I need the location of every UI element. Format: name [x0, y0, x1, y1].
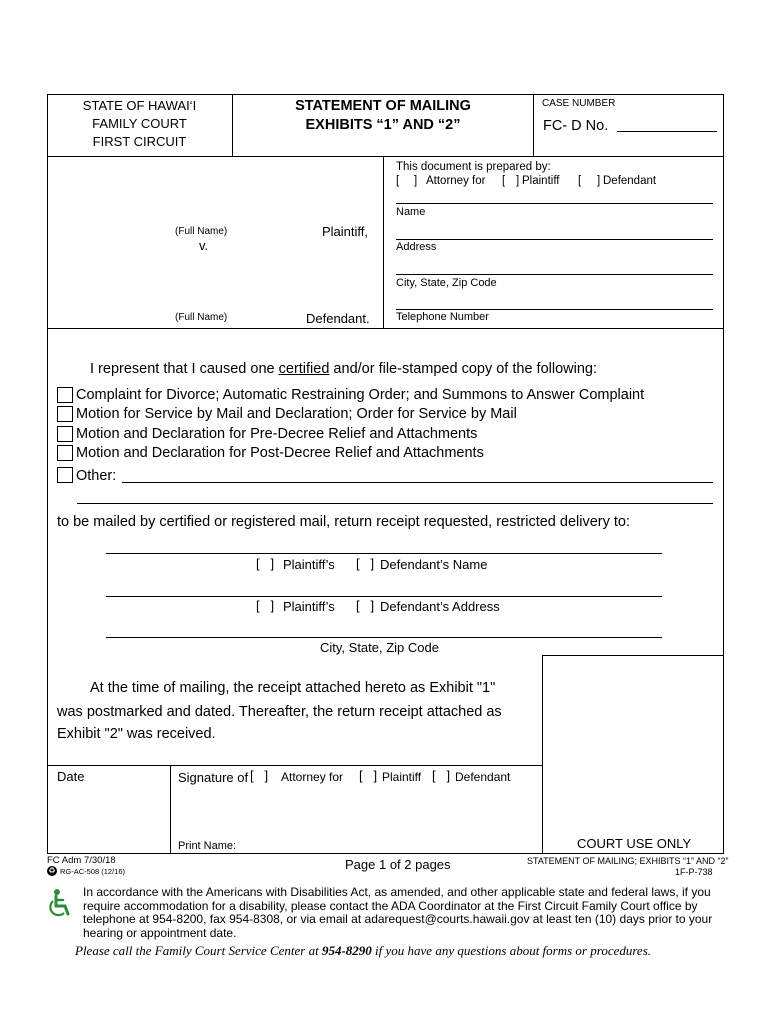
preparer-defendant: Defendant: [603, 175, 657, 187]
footer-form-code: 1F-P-738: [675, 867, 713, 877]
recipient-defendant-name-label: Defendant’s Name: [380, 557, 488, 572]
option-checkbox-3[interactable]: [57, 426, 73, 442]
signature-divider: [170, 765, 171, 854]
versus-label: v.: [199, 238, 209, 253]
case-number-prefix: FC- D No.: [543, 118, 609, 134]
recipient-plaintiff-label: Plaintiff’s: [283, 557, 335, 572]
preparer-name-line[interactable]: [396, 239, 713, 240]
date-field[interactable]: [48, 766, 170, 853]
case-number-label: CASE NUMBER: [542, 98, 616, 109]
signature-plaintiff-bracket[interactable]: [ ]: [359, 768, 378, 783]
form-title-line1: STATEMENT OF MAILING: [295, 98, 471, 114]
recipient-name-line[interactable]: [106, 553, 662, 554]
preparer-name-label: Name: [396, 206, 426, 218]
address-defendant-bracket[interactable]: [ ]: [356, 598, 375, 613]
option-label-4: Motion and Declaration for Post-Decree Relief and Attachments: [76, 445, 484, 461]
court-name-line2: FAMILY COURT: [92, 116, 187, 131]
service-center-number: 954-8290: [321, 943, 372, 958]
recipient-address-line[interactable]: [106, 596, 662, 597]
ada-notice-line4: hearing or appointment date.: [83, 926, 237, 940]
receipt-statement-line3: Exhibit "2" was received.: [57, 726, 216, 742]
address-plaintiff-bracket[interactable]: [ ]: [256, 598, 275, 613]
option-checkbox-other[interactable]: [57, 467, 73, 483]
preparer-bracket-2-close: ]: [516, 175, 520, 187]
court-name-line1: STATE OF HAWAI‘I: [82, 98, 197, 113]
preparer-bracket-3[interactable]: [: [578, 175, 582, 187]
defendant-full-name-label: (Full Name): [175, 312, 228, 323]
plaintiff-full-name-label: (Full Name): [175, 226, 228, 237]
signature-defendant-label: Defendant: [455, 770, 511, 784]
preparer-address-label: Address: [396, 241, 437, 253]
represent-prefix: I represent that I caused one: [90, 361, 279, 377]
service-center-suffix: if you have any questions about forms or procedures.: [371, 943, 652, 958]
caption-bottom-line: [47, 328, 724, 329]
form-title-line2: EXHIBITS “1” AND “2”: [305, 117, 461, 133]
signature-plaintiff-label: Plaintiff: [382, 770, 422, 784]
represent-suffix: and/or file-stamped copy of the following:: [329, 361, 597, 377]
address-defendant-label: Defendant’s Address: [380, 599, 500, 614]
other-line-2[interactable]: [77, 503, 713, 504]
footer-form-title: STATEMENT OF MAILING; EXHIBITS “1” AND “2”: [527, 856, 729, 866]
represent-certified: certified: [278, 361, 330, 377]
form-id: FC Adm 7/30/18: [47, 855, 116, 866]
signature-attorney-label: Attorney for: [281, 770, 344, 784]
signature-defendant-bracket[interactable]: [ ]: [432, 768, 451, 783]
option-checkbox-2[interactable]: [57, 406, 73, 422]
represent-statement: [90, 361, 597, 377]
date-label: Date: [57, 769, 85, 784]
print-name-label: Print Name:: [178, 840, 237, 852]
signature-field[interactable]: [172, 790, 540, 836]
receipt-statement-line2: was postmarked and dated. Thereafter, the return receipt attached as: [57, 704, 502, 720]
recipient-defendant-bracket[interactable]: [ ]: [356, 556, 375, 571]
option-checkbox-4[interactable]: [57, 445, 73, 461]
header-divider-2: [533, 94, 534, 156]
preparer-telephone-label: Telephone Number: [396, 311, 489, 323]
caption-vertical-divider: [383, 156, 384, 328]
header-bottom-line: [47, 156, 724, 157]
service-center-notice: [75, 943, 651, 959]
option-label-2: Motion for Service by Mail and Declaration; Order for Service by Mail: [76, 406, 517, 422]
ada-notice-line2: require accommodation for a disability, please contact the ADA Coordinator at the First Circuit Family Court office by: [83, 899, 698, 913]
signature-attorney-bracket[interactable]: [ ]: [250, 768, 269, 783]
other-line-1[interactable]: [122, 482, 713, 483]
recipient-city-label: City, State, Zip Code: [320, 640, 439, 655]
recycle-icon: ♻: [48, 866, 56, 875]
case-number-field[interactable]: [617, 131, 717, 132]
option-checkbox-1[interactable]: [57, 387, 73, 403]
preparer-city-label: City, State, Zip Code: [396, 277, 497, 289]
mailed-statement: to be mailed by certified or registered mail, return receipt requested, restricted delivery to:: [57, 514, 631, 530]
plaintiff-label: Plaintiff,: [322, 224, 369, 239]
preparer-bracket-3-close: ]: [597, 175, 601, 187]
court-use-only-label: COURT USE ONLY: [577, 836, 692, 851]
address-plaintiff-label: Plaintiff’s: [283, 599, 335, 614]
preparer-attorney-for: Attorney for: [426, 175, 486, 187]
preparer-plaintiff: Plaintiff: [522, 175, 560, 187]
accessibility-icon: [48, 888, 74, 918]
service-center-prefix: Please call the Family Court Service Center at: [75, 943, 322, 958]
recipient-plaintiff-bracket[interactable]: [ ]: [256, 556, 275, 571]
preparer-address-line[interactable]: [396, 274, 713, 275]
recycled-id: RG-AC-508 (12/16): [60, 867, 126, 876]
receipt-statement-line1: At the time of mailing, the receipt attached hereto as Exhibit "1": [90, 680, 496, 696]
ada-notice-line3: telephone at 954-8200, fax 954-8308, or via email at adarequest@courts.hawaii.gov at least ten (10) days prior to your: [83, 912, 713, 926]
preparer-bracket-1[interactable]: [: [396, 175, 400, 187]
option-label-other: Other:: [76, 468, 117, 484]
defendant-label: Defendant.: [306, 311, 370, 326]
preparer-city-line[interactable]: [396, 309, 713, 310]
preparer-intro: This document is prepared by:: [396, 161, 551, 173]
court-use-box: [542, 655, 724, 854]
recipient-city-line[interactable]: [106, 637, 662, 638]
page-info: Page 1 of 2 pages: [345, 857, 451, 872]
preparer-line-top[interactable]: [396, 203, 713, 204]
court-name-line3: FIRST CIRCUIT: [92, 134, 187, 149]
option-label-1: Complaint for Divorce; Automatic Restraining Order; and Summons to Answer Complaint: [76, 387, 645, 403]
signature-of-label: Signature of: [178, 770, 249, 785]
preparer-bracket-2[interactable]: [: [502, 175, 506, 187]
ada-notice-line1: In accordance with the Americans with Disabilities Act, as amended, and other applicable state and federal laws, if you: [83, 885, 711, 899]
preparer-bracket-1-close: ]: [414, 175, 418, 187]
option-label-3: Motion and Declaration for Pre-Decree Relief and Attachments: [76, 426, 478, 442]
